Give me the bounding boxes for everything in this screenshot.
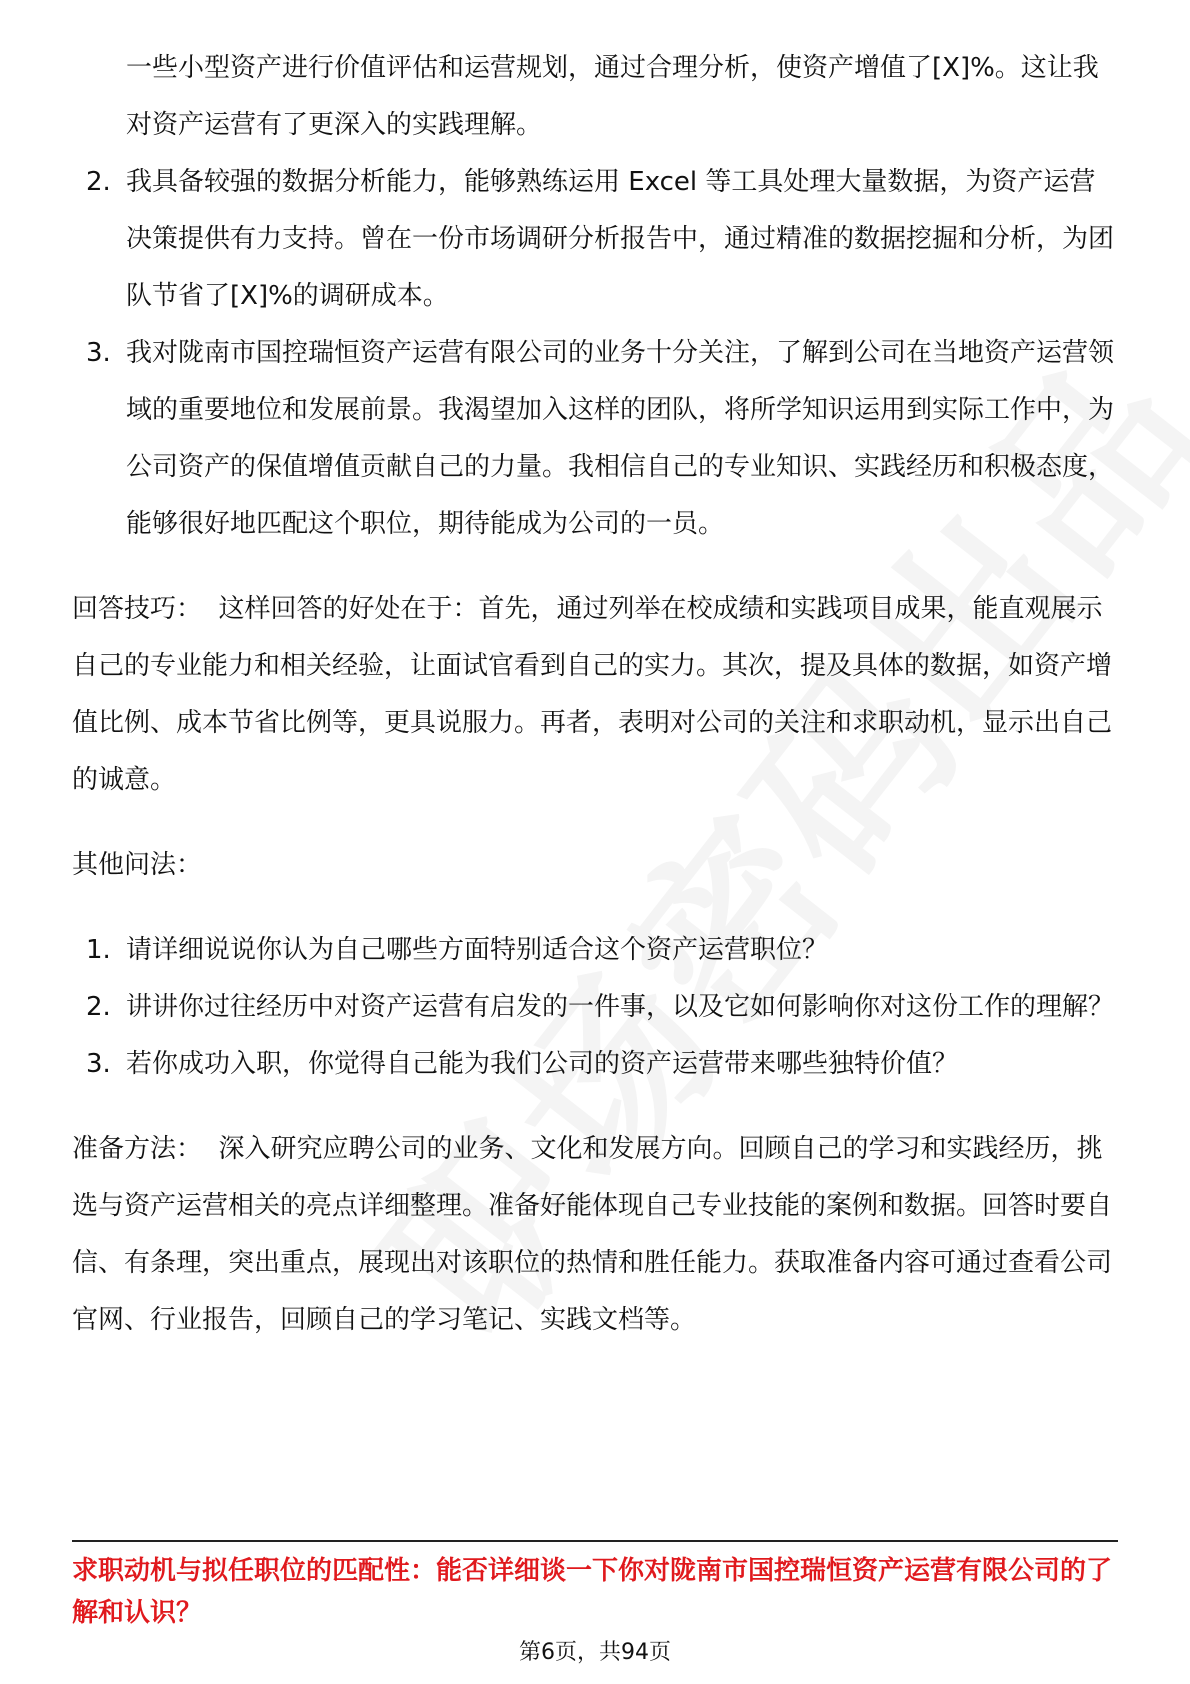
preparation-paragraph [72,1121,1118,1349]
list-item-text: 讲讲你过往经历中对资产运营有启发的一件事，以及它如何影响你对这份工作的理解？ [126,992,1115,1022]
answer-tips-paragraph [72,581,1118,809]
list-number: 3. [86,338,111,368]
preparation-label: 准备方法： [72,1134,203,1164]
list-number: 3. [86,1049,111,1079]
next-question-heading: 求职动机与拟任职位的匹配性：能否详细谈一下你对陇南市国控瑞恒资产运营有限公司的了解和认识？ [72,1556,1113,1628]
other-question-item [72,979,1118,1036]
page-number: 第6页，共94页 [519,1640,671,1665]
answer-list [72,154,1118,553]
preparation-text: 深入研究应聘公司的业务、文化和发展方向。回顾自己的学习和实践经历，挑选与资产运营相关的亮点详细整理。准备好能体现自己专业技能的案例和数据。回答时要自信、有条理，突出重点，展现出对该职位的热情和胜任能力。获取准备内容可通过查看公司官网、行业报告，回顾自己的学习笔记、实践文档等。 [72,1134,1113,1335]
other-question-item [72,922,1118,979]
list-item-text: 若你成功入职，你觉得自己能为我们公司的资产运营带来哪些独特价值？ [126,1049,959,1079]
list-item-text: 请详细说说你认为自己哪些方面特别适合这个资产运营职位？ [126,935,829,965]
answer-list-item [72,325,1118,553]
other-questions-heading: 其他问法： [72,850,203,880]
answer-list-item [72,154,1118,325]
list-number: 2. [86,992,111,1022]
other-question-item [72,1036,1118,1093]
preparation-section [72,1121,1118,1349]
answer-tips-text: 这样回答的好处在于：首先，通过列举在校成绩和实践项目成果，能直观展示自己的专业能力和相关经验，让面试官看到自己的实力。其次，提及具体的数据，如资产增值比例、成本节省比例等，更具说服力。再者，表明对公司的关注和求职动机，显示出自己的诚意。 [72,594,1113,795]
answer-tips-section [72,581,1118,809]
list-item-text: 我具备较强的数据分析能力，能够熟练运用 Excel 等工具处理大量数据，为资产运营决策提供有力支持。曾在一份市场调研分析报告中，通过精准的数据挖掘和分析，为团队节省了[X]%的调研成本。 [126,167,1115,311]
list-number: 1. [86,935,111,965]
section-divider [72,1540,1118,1542]
other-questions-list [72,922,1118,1093]
page-content [72,40,1118,1349]
continued-answer-paragraph: 一些小型资产进行价值评估和运营规划，通过合理分析，使资产增值了[X]%。这让我对资产运营有了更深入的实践理解。 [126,53,1099,140]
list-item-text: 我对陇南市国控瑞恒资产运营有限公司的业务十分关注，了解到公司在当地资产运营领域的重要地位和发展前景。我渴望加入这样的团队，将所学知识运用到实际工作中，为公司资产的保值增值贡献自己的力量。我相信自己的专业知识、实践经历和积极态度，能够很好地匹配这个职位，期待能成为公司的一员。 [126,338,1115,539]
answer-tips-label: 回答技巧： [72,594,203,624]
list-number: 2. [86,167,111,197]
